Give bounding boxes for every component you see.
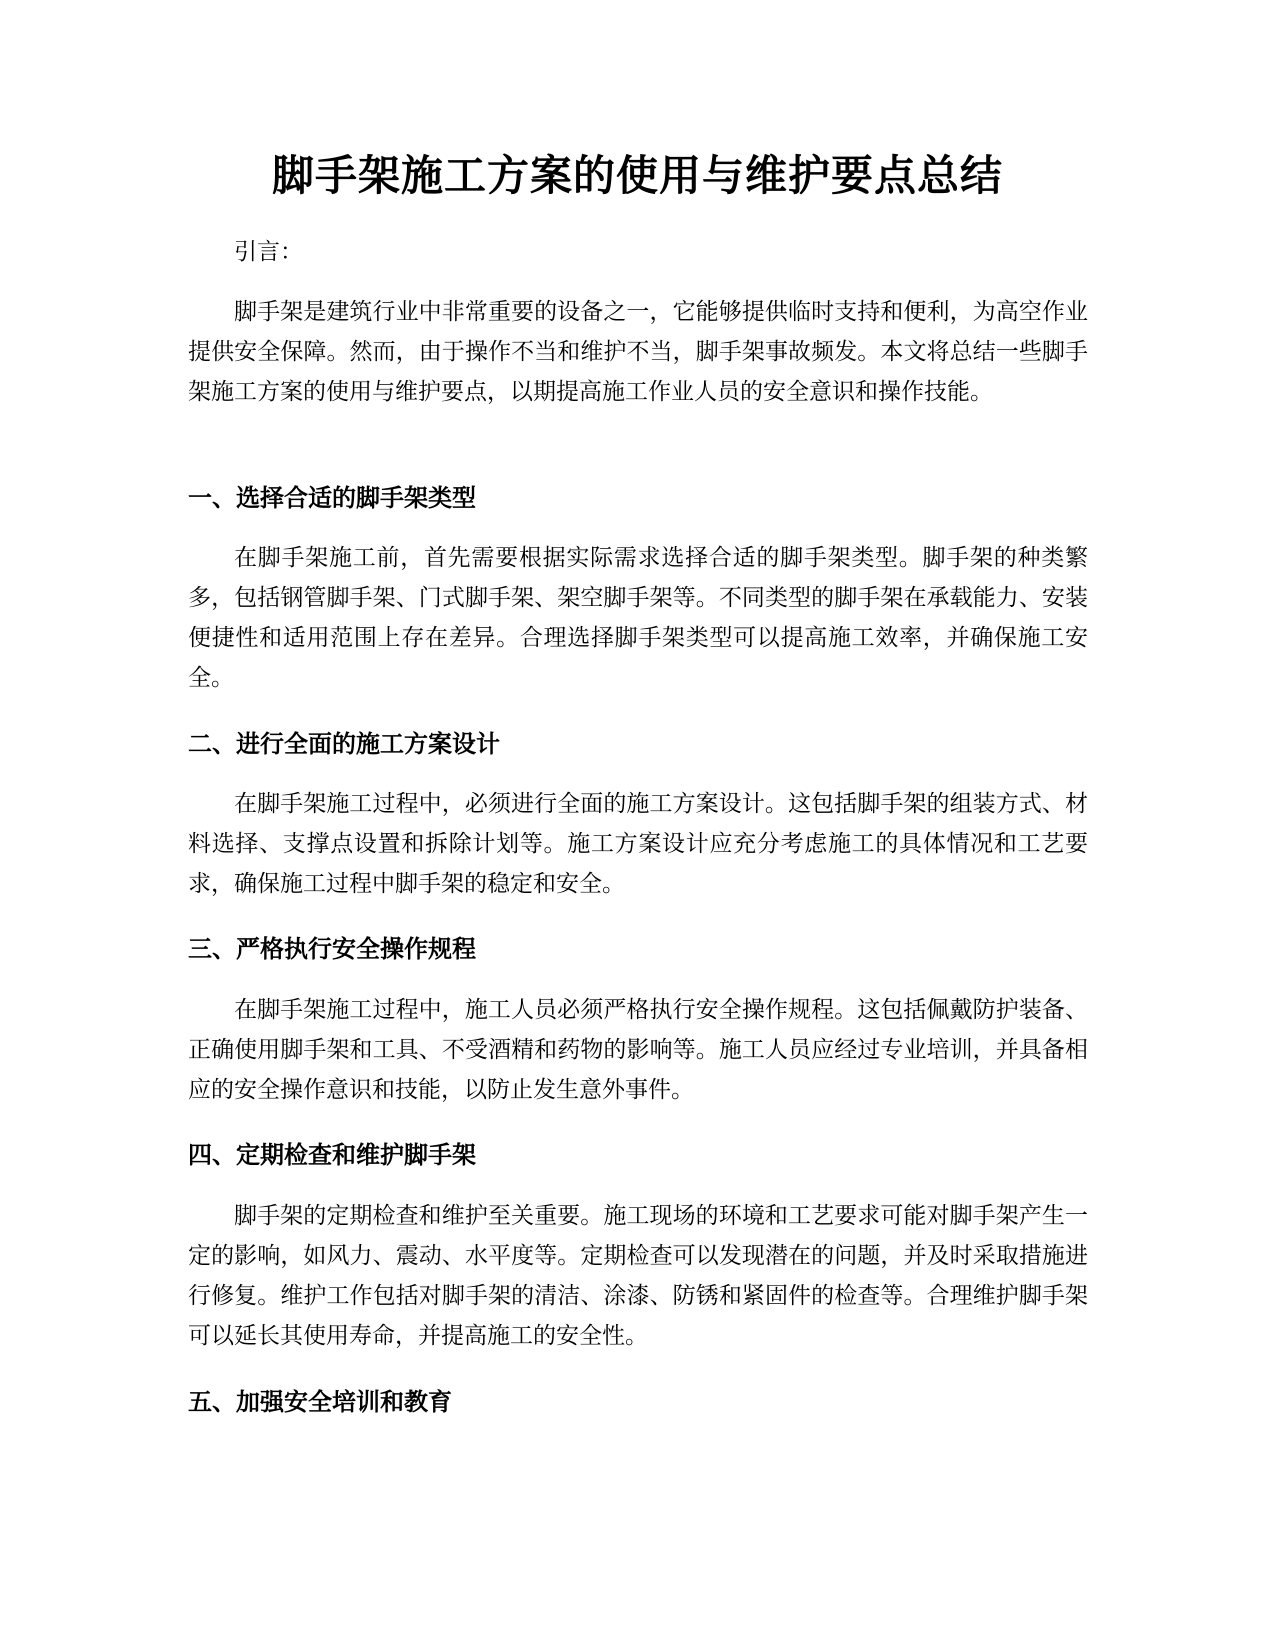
section-heading-5: 五、加强安全培训和教育 xyxy=(188,1388,452,1416)
section-paragraph-1: 在脚手架施工前，首先需要根据实际需求选择合适的脚手架类型。脚手架的种类繁多，包括钢管脚手架、门式脚手架、架空脚手架等。不同类型的脚手架在承载能力、安装便捷性和适用范围上存在差异。合理选择脚手架类型可以提高施工效率，并确保施工安全。 xyxy=(188,545,1088,691)
section-heading-3: 三、严格执行安全操作规程 xyxy=(188,935,476,963)
document-title: 脚手架施工方案的使用与维护要点总结 xyxy=(271,151,1003,200)
section-paragraph-3: 在脚手架施工过程中，施工人员必须严格执行安全操作规程。这包括佩戴防护装备、正确使用脚手架和工具、不受酒精和药物的影响等。施工人员应经过专业培训，并具备相应的安全操作意识和技能，以防止发生意外事件。 xyxy=(188,997,1088,1103)
section-paragraph-2: 在脚手架施工过程中，必须进行全面的施工方案设计。这包括脚手架的组装方式、材料选择、支撑点设置和拆除计划等。施工方案设计应充分考虑施工的具体情况和工艺要求，确保施工过程中脚手架的稳定和安全。 xyxy=(188,791,1088,897)
intro-label: 引言： xyxy=(234,239,303,265)
section-heading-4: 四、定期检查和维护脚手架 xyxy=(188,1141,476,1169)
intro-paragraph: 脚手架是建筑行业中非常重要的设备之一，它能够提供临时支持和便利，为高空作业提供安全保障。然而，由于操作不当和维护不当，脚手架事故频发。本文将总结一些脚手架施工方案的使用与维护要点，以期提高施工作业人员的安全意识和操作技能。 xyxy=(188,299,1088,405)
section-heading-2: 二、进行全面的施工方案设计 xyxy=(188,730,500,758)
section-heading-1: 一、选择合适的脚手架类型 xyxy=(188,484,476,512)
section-paragraph-4: 脚手架的定期检查和维护至关重要。施工现场的环境和工艺要求可能对脚手架产生一定的影响，如风力、震动、水平度等。定期检查可以发现潜在的问题，并及时采取措施进行修复。维护工作包括对脚手架的清洁、涂漆、防锈和紧固件的检查等。合理维护脚手架可以延长其使用寿命，并提高施工的安全性。 xyxy=(188,1203,1088,1349)
